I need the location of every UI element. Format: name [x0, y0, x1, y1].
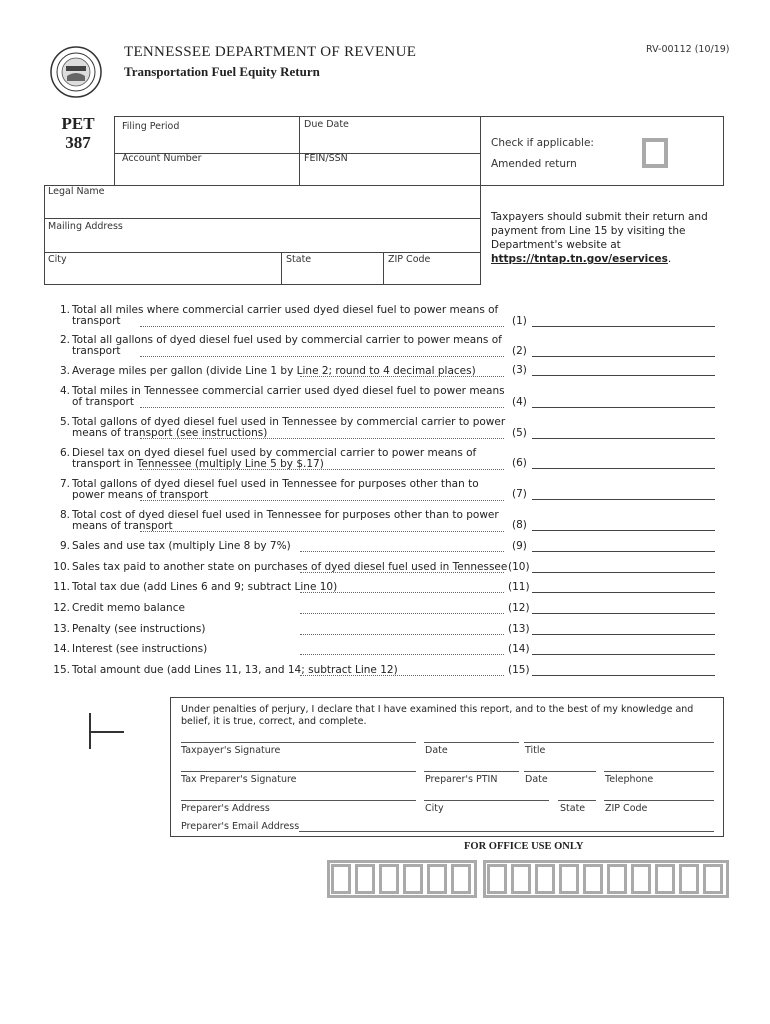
office-cell: [535, 864, 555, 894]
form-code-line2: 387: [65, 133, 91, 152]
line-text-cont: transport: [72, 315, 121, 327]
line-ref: (11): [508, 581, 530, 593]
line-9-amount-input[interactable]: [532, 551, 715, 552]
line-text: Total cost of dyed diesel fuel used in Tennessee for purposes other than to power: [72, 509, 499, 521]
line-ref: (4): [512, 396, 527, 408]
date-line[interactable]: [424, 742, 519, 743]
zip-label: ZIP Code: [388, 254, 431, 265]
line-10-amount-input[interactable]: [532, 572, 715, 573]
leader-dots: [140, 346, 504, 357]
city-line[interactable]: [424, 800, 549, 801]
line-number: 5.: [59, 416, 70, 428]
line-number: 13.: [53, 623, 70, 635]
form-id: RV-00112 (10/19): [646, 44, 730, 55]
line-text: Total amount due (add Lines 11, 13, and 14; subtract Line 12): [72, 664, 398, 676]
line-text-cont: transport in Tennessee (multiply Line 5 by $.17): [72, 458, 324, 470]
line-text-cont: of transport: [72, 396, 134, 408]
taxpayer-signature-line[interactable]: [181, 742, 416, 743]
line-text: Total gallons of dyed diesel fuel used in Tennessee by commercial carrier to power: [72, 416, 506, 428]
telephone-line[interactable]: [604, 771, 714, 772]
eservices-notice: [491, 210, 713, 266]
date-label: Date: [425, 745, 448, 756]
line-text: Sales and use tax (multiply Line 8 by 7%): [72, 540, 291, 552]
line-ref: (12): [508, 602, 530, 614]
line-4-amount-input[interactable]: [532, 407, 715, 408]
zip-sig-label: ZIP Code: [605, 803, 648, 814]
leader-dots: [300, 665, 504, 676]
line-ref: (2): [512, 345, 527, 357]
check-if-applicable-label: Check if applicable:: [491, 137, 594, 149]
line-number: 3.: [59, 365, 70, 377]
line-ref: (5): [512, 427, 527, 439]
line-8-amount-input[interactable]: [532, 530, 715, 531]
form-code: [58, 114, 98, 152]
line-number: 11.: [53, 581, 70, 593]
amended-return-checkbox[interactable]: [642, 138, 668, 168]
line-11-amount-input[interactable]: [532, 592, 715, 593]
line-text: Credit memo balance: [72, 602, 185, 614]
eservices-link[interactable]: https://tntap.tn.gov/eservices: [491, 253, 668, 265]
line-14-amount-input[interactable]: [532, 654, 715, 655]
preparer-email-label: Preparer's Email Address: [181, 821, 300, 832]
line-text: Sales tax paid to another state on purchases of dyed diesel fuel used in Tennessee: [72, 561, 508, 573]
line-text: Total miles in Tennessee commercial carrier used dyed diesel fuel to power means: [72, 385, 505, 397]
line-number: 1.: [59, 304, 70, 316]
line-2-amount-input[interactable]: [532, 356, 715, 357]
notice-text: Taxpayers should submit their return and payment from Line 15 by visiting the Department's website at: [491, 211, 708, 251]
amended-return-label: Amended return: [491, 158, 577, 170]
declaration-text: Under penalties of perjury, I declare that I have examined this report, and to the best of my knowledge and belief, it is true, correct, and complete.: [181, 704, 694, 727]
office-cell: [511, 864, 531, 894]
due-date-label: Due Date: [304, 119, 349, 130]
office-cell: [331, 864, 351, 894]
leader-dots: [140, 459, 504, 470]
preparer-ptin-line[interactable]: [424, 771, 519, 772]
leader-dots: [300, 624, 504, 635]
line-ref: (9): [512, 540, 527, 552]
state-sig-label: State: [560, 803, 586, 814]
leader-dots: [140, 521, 504, 532]
leader-dots: [140, 428, 504, 439]
line-7-amount-input[interactable]: [532, 499, 715, 500]
line-text: Penalty (see instructions): [72, 623, 206, 635]
city-field[interactable]: [44, 252, 282, 285]
account-number-label: Account Number: [122, 153, 202, 164]
zip-line[interactable]: [604, 800, 714, 801]
office-use-label: FOR OFFICE USE ONLY: [464, 841, 584, 852]
line-number: 4.: [59, 385, 70, 397]
leader-dots: [300, 603, 504, 614]
address-right-border: [480, 185, 724, 186]
line-text: Diesel tax on dyed diesel fuel used by commercial carrier to power means of: [72, 447, 477, 459]
preparer-signature-line[interactable]: [181, 771, 416, 772]
office-cell: [679, 864, 699, 894]
line-1-amount-input[interactable]: [532, 326, 715, 327]
amended-section: [480, 116, 724, 186]
line-ref: (13): [508, 623, 530, 635]
line-text: Total tax due (add Lines 6 and 9; subtract Line 10): [72, 581, 338, 593]
preparer-address-label: Preparer's Address: [181, 803, 270, 814]
line-text: Total all miles where commercial carrier used dyed diesel fuel to power means of: [72, 304, 499, 316]
city-sig-label: City: [425, 803, 444, 814]
line-number: 10.: [53, 561, 70, 573]
title-label: Title: [525, 745, 546, 756]
state-seal: [50, 46, 102, 98]
line-text: Total gallons of dyed diesel fuel used in Tennessee for purposes other than to: [72, 478, 479, 490]
state-line[interactable]: [558, 800, 596, 801]
leader-dots: [300, 644, 504, 655]
line-text: Average miles per gallon (divide Line 1 by Line 2; round to 4 decimal places): [72, 365, 476, 377]
line-ref: (7): [512, 488, 527, 500]
office-cell: [655, 864, 675, 894]
city-label: City: [48, 254, 67, 265]
preparer-signature-label: Tax Preparer's Signature: [181, 774, 297, 785]
leader-dots: [300, 541, 504, 552]
state-label: State: [286, 254, 312, 265]
line-ref: (15): [508, 664, 530, 676]
line-ref: (3): [512, 364, 527, 376]
line-ref: (10): [508, 561, 530, 573]
taxpayer-signature-label: Taxpayer's Signature: [181, 745, 281, 756]
office-cell: [631, 864, 651, 894]
leader-dots: [300, 582, 504, 593]
mailing-address-label: Mailing Address: [48, 221, 123, 232]
leader-dots: [140, 397, 504, 408]
line-number: 15.: [53, 664, 70, 676]
line-number: 8.: [59, 509, 70, 521]
line-6-amount-input[interactable]: [532, 468, 715, 469]
fein-ssn-label: FEIN/SSN: [304, 153, 348, 164]
line-ref: (1): [512, 315, 527, 327]
leader-dots: [300, 562, 504, 573]
line-number: 9.: [59, 540, 70, 552]
leader-dots: [140, 490, 504, 501]
office-cell: [487, 864, 507, 894]
line-text: Total all gallons of dyed diesel fuel used by commercial carrier to power means of: [72, 334, 502, 346]
office-cell: [583, 864, 603, 894]
title-line[interactable]: [524, 742, 714, 743]
line-13-amount-input[interactable]: [532, 634, 715, 635]
line-text-cont: transport: [72, 345, 121, 357]
line-text: Interest (see instructions): [72, 643, 208, 655]
line-number: 6.: [59, 447, 70, 459]
legal-name-field[interactable]: [44, 185, 481, 219]
line-text-cont: power means of transport: [72, 489, 209, 501]
form-title: Transportation Fuel Equity Return: [124, 64, 320, 79]
line-number: 2.: [59, 334, 70, 346]
line-text-cont: means of transport: [72, 520, 173, 532]
line-number: 7.: [59, 478, 70, 490]
date2-label: Date: [525, 774, 548, 785]
office-cell: [403, 864, 423, 894]
legal-name-label: Legal Name: [48, 186, 105, 197]
preparer-address-line[interactable]: [181, 800, 416, 801]
office-cell: [451, 864, 471, 894]
office-cell: [427, 864, 447, 894]
office-cell: [703, 864, 723, 894]
leader-dots: [300, 366, 504, 377]
preparer-email-line[interactable]: [299, 831, 714, 832]
fold-mark: [88, 713, 124, 749]
office-cell: [559, 864, 579, 894]
department-name: TENNESSEE DEPARTMENT OF REVENUE: [124, 44, 417, 60]
line-5-amount-input[interactable]: [532, 438, 715, 439]
line-12-amount-input[interactable]: [532, 613, 715, 614]
date2-line[interactable]: [524, 771, 596, 772]
line-number: 14.: [53, 643, 70, 655]
line-ref: (6): [512, 457, 527, 469]
office-cell: [607, 864, 627, 894]
office-cell: [355, 864, 375, 894]
line-3-amount-input[interactable]: [532, 375, 715, 376]
filing-period-label: Filing Period: [122, 121, 180, 132]
line-number: 12.: [53, 602, 70, 614]
line-15-amount-input[interactable]: [532, 675, 715, 676]
telephone-label: Telephone: [605, 774, 654, 785]
line-ref: (14): [508, 643, 530, 655]
office-cell: [379, 864, 399, 894]
line-text-cont: means of transport (see instructions): [72, 427, 268, 439]
preparer-ptin-label: Preparer's PTIN: [425, 774, 498, 785]
form-code-line1: PET: [61, 114, 95, 133]
leader-dots: [140, 316, 504, 327]
line-ref: (8): [512, 519, 527, 531]
notice-end: .: [667, 253, 672, 265]
